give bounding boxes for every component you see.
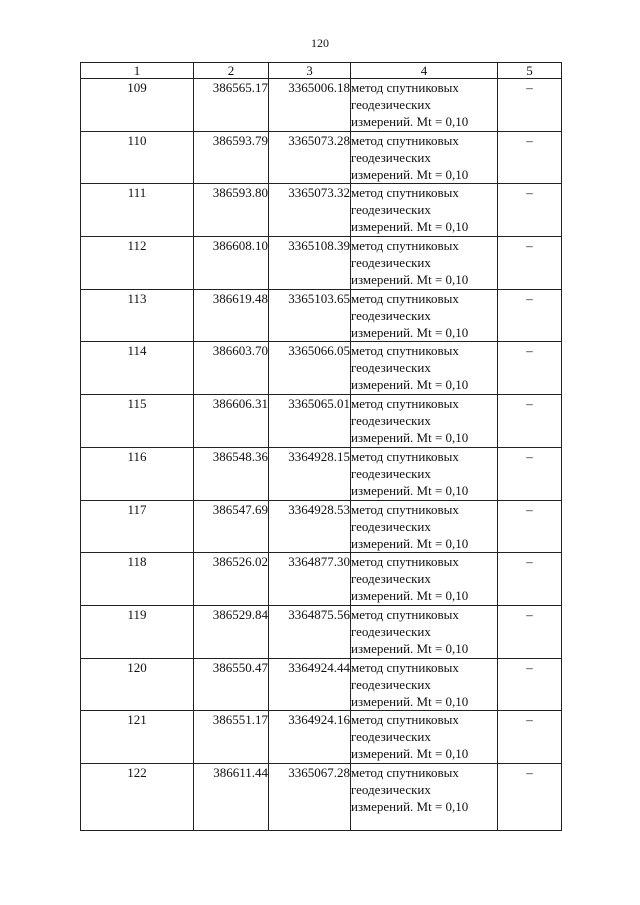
method-cell — [351, 289, 498, 342]
point-number-cell: 122 — [81, 763, 194, 830]
table-body — [81, 79, 562, 831]
table-row — [81, 711, 562, 764]
point-number-cell: 114 — [81, 342, 194, 395]
method-text-line: метод спутниковых — [351, 501, 459, 517]
table-row — [81, 342, 562, 395]
table-row — [81, 658, 562, 711]
method-text-line: геодезических — [351, 97, 431, 112]
method-text-line: метод спутниковых — [351, 80, 459, 95]
y-coordinate-cell: 3365066.05 — [269, 342, 351, 395]
column-5-cell: – — [498, 131, 562, 184]
x-coordinate-cell: 386606.31 — [194, 395, 269, 448]
method-cell — [351, 131, 498, 184]
point-number-cell: 109 — [81, 79, 194, 132]
method-text-line: метод спутниковых — [351, 659, 459, 675]
method-text-line: геодезических — [351, 149, 431, 165]
table-row — [81, 237, 562, 290]
method-cell — [351, 395, 498, 448]
x-coordinate-cell: 386603.70 — [194, 342, 269, 395]
header-cell-1: 1 — [81, 63, 194, 79]
point-number-cell: 118 — [81, 553, 194, 606]
method-cell — [351, 237, 498, 290]
column-5-cell: – — [498, 237, 562, 290]
x-coordinate-cell: 386548.36 — [194, 447, 269, 500]
method-text-line: измерений. Mt = 0,10 — [351, 377, 469, 393]
column-5-cell: – — [498, 605, 562, 658]
method-cell — [351, 553, 498, 606]
method-text-line: метод спутниковых — [351, 554, 459, 570]
y-coordinate-cell: 3364928.15 — [269, 447, 351, 500]
method-text-line: измерений. Mt = 0,10 — [351, 588, 469, 604]
y-coordinate-cell: 3365073.32 — [269, 184, 351, 237]
column-5-cell: – — [498, 711, 562, 764]
method-cell — [351, 447, 498, 500]
method-text-line: измерений. Mt = 0,10 — [351, 746, 469, 762]
x-coordinate-cell: 386611.44 — [194, 763, 269, 830]
table-row — [81, 447, 562, 500]
point-number-cell: 116 — [81, 447, 194, 500]
method-text-line: измерений. Mt = 0,10 — [351, 114, 469, 129]
method-text-line: метод спутниковых — [351, 764, 459, 780]
column-5-cell: – — [498, 658, 562, 711]
y-coordinate-cell: 3365065.01 — [269, 395, 351, 448]
table-row — [81, 763, 562, 830]
method-text-line: измерений. Mt = 0,10 — [351, 430, 469, 446]
point-number-cell: 111 — [81, 184, 194, 237]
y-coordinate-cell: 3364877.30 — [269, 553, 351, 606]
method-text-line: измерений. Mt = 0,10 — [351, 166, 469, 182]
x-coordinate-cell: 386593.80 — [194, 184, 269, 237]
table-row — [81, 500, 562, 553]
table-row — [81, 79, 562, 132]
point-number-cell: 113 — [81, 289, 194, 342]
column-5-cell: – — [498, 289, 562, 342]
table-row — [81, 553, 562, 606]
method-text-line: метод спутниковых — [351, 238, 459, 254]
y-coordinate-cell: 3364924.16 — [269, 711, 351, 764]
column-5-cell: – — [498, 763, 562, 830]
x-coordinate-cell: 386526.02 — [194, 553, 269, 606]
table-row — [81, 395, 562, 448]
method-text-line: геодезических — [351, 255, 431, 271]
x-coordinate-cell: 386608.10 — [194, 237, 269, 290]
column-5-cell: – — [498, 447, 562, 500]
y-coordinate-cell: 3365006.18 — [269, 79, 351, 132]
x-coordinate-cell: 386551.17 — [194, 711, 269, 764]
method-cell — [351, 184, 498, 237]
method-cell — [351, 342, 498, 395]
y-coordinate-cell: 3364875.56 — [269, 605, 351, 658]
method-text-line: измерений. Mt = 0,10 — [351, 693, 469, 709]
method-text-line: измерений. Mt = 0,10 — [351, 219, 469, 235]
method-text-line: метод спутниковых — [351, 185, 459, 201]
point-number-cell: 112 — [81, 237, 194, 290]
x-coordinate-cell: 386529.84 — [194, 605, 269, 658]
method-text-line: геодезических — [351, 571, 431, 587]
coordinates-table — [80, 62, 562, 831]
method-cell — [351, 711, 498, 764]
header-cell-2: 2 — [194, 63, 269, 79]
method-text-line: геодезических — [351, 729, 431, 745]
method-text-line: измерений. Mt = 0,10 — [351, 482, 469, 498]
point-number-cell: 115 — [81, 395, 194, 448]
method-text-line: метод спутниковых — [351, 396, 459, 412]
method-text-line: геодезических — [351, 465, 431, 481]
method-text-line: измерений. Mt = 0,10 — [351, 272, 469, 288]
method-text-line: метод спутниковых — [351, 290, 459, 306]
point-number-cell: 121 — [81, 711, 194, 764]
method-text-line: геодезических — [351, 676, 431, 692]
point-number-cell: 117 — [81, 500, 194, 553]
method-text-line: геодезических — [351, 307, 431, 323]
method-text-line: метод спутниковых — [351, 712, 459, 728]
method-text-line: метод спутниковых — [351, 606, 459, 622]
method-cell — [351, 658, 498, 711]
header-row — [81, 63, 562, 79]
method-text-line: метод спутниковых — [351, 132, 459, 148]
method-text-line: измерений. Mt = 0,10 — [351, 324, 469, 340]
page-number: 120 — [311, 36, 329, 50]
method-text-line: метод спутниковых — [351, 343, 459, 359]
x-coordinate-cell: 386619.48 — [194, 289, 269, 342]
x-coordinate-cell: 386550.47 — [194, 658, 269, 711]
method-text-line: измерений. Mt = 0,10 — [351, 535, 469, 551]
x-coordinate-cell: 386565.17 — [194, 79, 269, 132]
column-5-cell: – — [498, 500, 562, 553]
y-coordinate-cell: 3365108.39 — [269, 237, 351, 290]
header-cell-3: 3 — [269, 63, 351, 79]
table-row — [81, 605, 562, 658]
method-text-line: измерений. Mt = 0,10 — [351, 798, 469, 814]
method-text-line: геодезических — [351, 360, 431, 376]
x-coordinate-cell: 386593.79 — [194, 131, 269, 184]
y-coordinate-cell: 3364924.44 — [269, 658, 351, 711]
method-text-line: геодезических — [351, 202, 431, 218]
method-cell — [351, 79, 498, 132]
column-5-cell: – — [498, 79, 562, 132]
method-text-line: метод спутниковых — [351, 448, 459, 464]
y-coordinate-cell: 3364928.53 — [269, 500, 351, 553]
table-row — [81, 131, 562, 184]
point-number-cell: 119 — [81, 605, 194, 658]
method-text-line: измерений. Mt = 0,10 — [351, 640, 469, 656]
column-5-cell: – — [498, 342, 562, 395]
table-row — [81, 289, 562, 342]
method-text-line: геодезических — [351, 413, 431, 429]
method-text-line: геодезических — [351, 781, 431, 797]
column-5-cell: – — [498, 553, 562, 606]
method-cell — [351, 500, 498, 553]
method-text-line: геодезических — [351, 623, 431, 639]
y-coordinate-cell: 3365073.28 — [269, 131, 351, 184]
method-cell — [351, 605, 498, 658]
method-text-line: геодезических — [351, 518, 431, 534]
table-row — [81, 184, 562, 237]
y-coordinate-cell: 3365067.28 — [269, 763, 351, 830]
header-cell-5: 5 — [498, 63, 562, 79]
point-number-cell: 110 — [81, 131, 194, 184]
method-cell — [351, 763, 498, 830]
column-5-cell: – — [498, 184, 562, 237]
point-number-cell: 120 — [81, 658, 194, 711]
y-coordinate-cell: 3365103.65 — [269, 289, 351, 342]
column-5-cell: – — [498, 395, 562, 448]
header-cell-4: 4 — [351, 63, 498, 79]
x-coordinate-cell: 386547.69 — [194, 500, 269, 553]
